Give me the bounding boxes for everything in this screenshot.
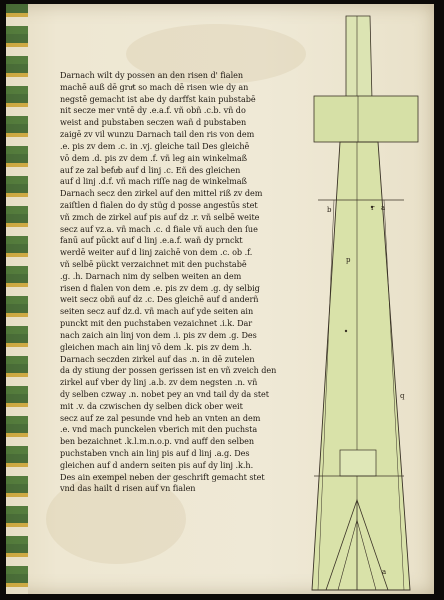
drawing-letter: a xyxy=(381,204,386,212)
drawing-letter: p xyxy=(346,256,351,264)
text-line: .g. .h. Darnach nim dy selben weiten an dem xyxy=(60,270,242,281)
text-line: gleichen auf d andern seiten pis auf dy linj .k.h. xyxy=(60,459,254,470)
text-line: da dy stiung der possen gerissen ist en vñ zveich den xyxy=(60,365,277,376)
spire-top xyxy=(346,16,372,100)
text-line: zaigē zv vil wunzu Darnach tail den ris von dem xyxy=(60,129,255,140)
text-line: nach zaich ain linj von dem .i. pis zv dem .g. Des xyxy=(60,329,257,340)
text-line: secz auf ze zal pesunde vnd heb an vnten an dem xyxy=(60,412,261,423)
text-line: vnd das hailt d risen auf vn fialen xyxy=(60,483,196,494)
text-line: werdē weiter auf d linj zaichē von dem .c. ob .f. xyxy=(60,247,253,258)
text-line: punckt mit den puchstaben vezaichnet .i.k. Dar xyxy=(60,318,253,329)
text-line: seiten secz auf dz.d. vñ mach auf yde seiten ain xyxy=(60,306,254,317)
text-line: vñ zmch de zirkel auf pis auf dz .r. vñ selbē weite xyxy=(60,211,260,222)
text-line: zaiſtlen d fialen do dy stüg d posse angestūs stet xyxy=(60,199,258,210)
text-line: secz auf vz.a. vñ mach .c. d fiale vñ auch den ſue xyxy=(60,223,258,234)
point-mark xyxy=(345,330,347,332)
text-line: ben bezaichnet .k.l.m.n.o.p. vnd auff den selben xyxy=(60,436,255,447)
text-line: mit .v. da czwischen dy selben dick ober weit xyxy=(60,400,243,411)
text-line: machē auß dē gruͤt so mach dē risen wie dy an xyxy=(60,81,249,92)
drawing-letter: b xyxy=(327,206,332,214)
text-line: gleichen mach ain linj vō dem .k. pis zv dem .h. xyxy=(60,341,252,352)
text-line: dy selben czway .n. nobet pey an vnd tail dy da stet xyxy=(60,388,269,399)
text-line: Darnach wilt dy possen an den risen d' fialen xyxy=(60,70,244,80)
text-line: fanū auf pūckt auf d linj .e.a.f. wañ dy prnckt xyxy=(60,235,243,246)
text-line: Darnach secz den zirkel auf den mittel riß zv dem xyxy=(60,188,263,199)
drawing-letter: q xyxy=(400,392,405,400)
gable-block xyxy=(340,450,376,476)
text-line: .e. vnd mach punckelen vberich mit den puchsta xyxy=(60,424,258,435)
text-line: auf ze zal befuͤb auf d linj .c. Eñ des gleichen xyxy=(60,164,241,175)
text-line: vō dem .d. pis zv dem .f. vñ leg ain winkelmaß xyxy=(60,152,247,163)
text-line: weit secz obñ auf dz .c. Des gleichē auf d anderñ xyxy=(60,294,259,305)
text-line: zirkel auf vber dy linj .a.b. zv dem negsten .n. vñ xyxy=(60,377,258,388)
text-line: risen d fialen von dem .e. pis zv dem .g. dy selbig xyxy=(60,282,260,293)
text-line: Des ain exempel neben der geschrift gemacht stet xyxy=(60,471,265,482)
text-line: negstē gemacht ist abe dy darffst kain pubstabē xyxy=(60,93,256,104)
text-line: Darnach seczden zirkel auf das .n. in dē zutelen xyxy=(60,353,255,364)
text-line: vñ selbē pückt verzaichnet mit den puchstabē xyxy=(60,259,247,269)
drawing-letter: r xyxy=(371,204,375,212)
text-line: weist and pubstaben seczen wañ d pubstaben xyxy=(60,117,247,128)
drawing-letter: a xyxy=(382,568,387,576)
text-line: nit secze mer vntē dy .e.a.f. vñ obñ .c.b. vñ do xyxy=(60,105,246,116)
text-line: auf d linj .d.f. vñ mach riſſe nag de winkelmaß xyxy=(60,176,247,187)
text-line: .e. pis zv dem .c. in .vj. gleiche tail Des gleichē xyxy=(60,140,250,151)
text-line: puchstaben vnch ain linj pis auf d linj .a.g. Des xyxy=(60,448,250,458)
cross-finial xyxy=(314,96,418,142)
